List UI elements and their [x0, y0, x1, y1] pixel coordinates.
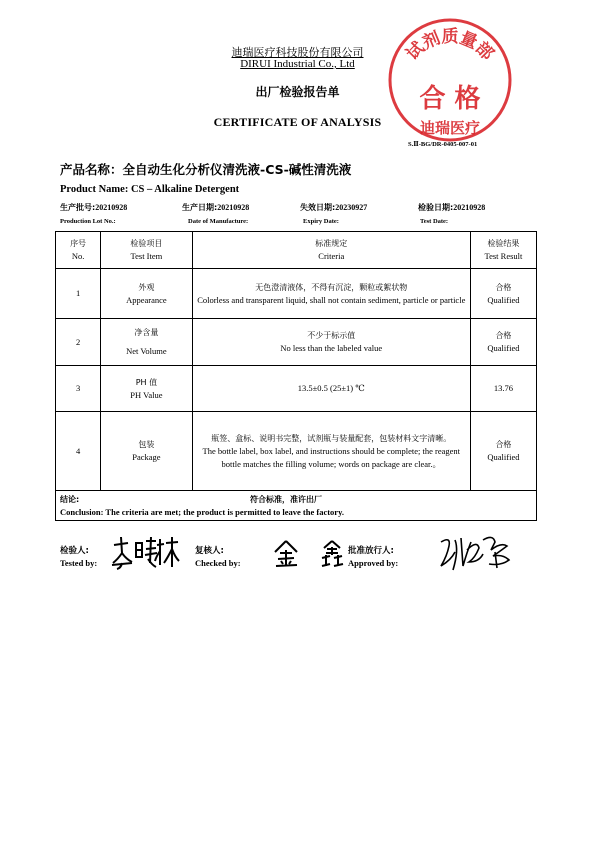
- table-header-row: [56, 232, 537, 269]
- company-name-cn: 迪瑞医疗科技股份有限公司: [231, 46, 364, 59]
- criteria: 13.5±0.5 (25±1) ℃: [192, 366, 470, 412]
- conclusion-row: [56, 491, 537, 521]
- company-name-en: DIRUI Industrial Co., Ltd: [240, 58, 355, 70]
- report-title-en: CERTIFICATE OF ANALYSIS: [213, 115, 382, 129]
- test-date: 检验日期:20210928: [418, 203, 486, 212]
- row-number: 3: [56, 366, 101, 412]
- checker-signature: [272, 538, 352, 570]
- conclusion-en: Conclusion: The criteria are met; the product is permitted to leave the factory.: [60, 506, 344, 517]
- table-row: [56, 366, 537, 412]
- manufacture-date: 生产日期:20210928: [182, 203, 250, 212]
- test-item: 包装 Package: [101, 412, 193, 491]
- test-result: 合格 Qualified: [470, 269, 536, 319]
- expiry-date: 失效日期:20230927: [300, 203, 368, 212]
- test-item: PH 值 PH Value: [101, 366, 193, 412]
- lot-number-label-en: Production Lot No.:: [60, 218, 116, 225]
- manufacture-date-label-en: Date of Manufacture:: [188, 218, 249, 225]
- product-name-en: Product Name: CS – Alkaline Detergent: [60, 184, 240, 195]
- header-test-result: 检验结果 Test Result: [470, 232, 536, 269]
- test-item: 净含量 Net Volume: [101, 319, 193, 366]
- qualified-stamp: [385, 15, 515, 145]
- approved-by: 批准放行人: Approved by:: [348, 546, 399, 568]
- test-result: 合格 Qualified: [470, 412, 536, 491]
- stamp-middle-text: 合 格: [419, 84, 481, 114]
- header-no: 序号 No.: [56, 232, 101, 269]
- table-row: [56, 269, 537, 319]
- test-item: 外观 Appearance: [101, 269, 193, 319]
- table-row: [56, 412, 537, 491]
- expiry-date-label-en: Expiry Date:: [303, 218, 339, 225]
- table-row: [56, 319, 537, 366]
- conclusion-cn: 符合标准，准许出厂: [250, 494, 322, 504]
- report-title-cn: 出厂检验报告单: [255, 85, 340, 99]
- header-test-item: 检验项目 Test Item: [101, 232, 193, 269]
- results-table: [55, 231, 537, 521]
- tested-by: 检验人: Tested by:: [60, 546, 98, 568]
- row-number: 2: [56, 319, 101, 366]
- stamp-top-text: 试剂质量部: [402, 26, 498, 65]
- conclusion: [56, 491, 537, 521]
- product-name-cn: 产品名称：全自动生化分析仪清洗液-CS-碱性清洗液: [60, 162, 352, 177]
- checked-by: 复核人: Checked by:: [195, 546, 241, 568]
- criteria: 不少于标示值 No less than the labeled value: [192, 319, 470, 366]
- test-date-label-en: Test Date:: [420, 218, 449, 225]
- approver-signature: [437, 532, 517, 574]
- test-result: 合格 Qualified: [470, 319, 536, 366]
- lot-number: 生产批号:20210928: [60, 203, 128, 212]
- stamp-bottom-text: 迪瑞医疗: [419, 119, 481, 137]
- header-criteria: 标准规定 Criteria: [192, 232, 470, 269]
- conclusion-label-cn: 结论:: [60, 494, 80, 504]
- criteria: 无色澄清液体，不得有沉淀，颗粒或絮状物 Colorless and transparent liquid, shall not contain sediment, particle or particle: [192, 269, 470, 319]
- document-code: S.Ⅱ-BG/DR-0405-007-01: [408, 141, 478, 148]
- row-number: 4: [56, 412, 101, 491]
- row-number: 1: [56, 269, 101, 319]
- criteria: 瓶签、盒标、说明书完整，试剂瓶与装量配套，包装材料文字清晰。 The bottle label, box label, and instructions should be complete; the reagent bottle matches the filling volume; words on package are clear.。: [192, 412, 470, 491]
- tester-signature: [108, 533, 180, 571]
- test-result: 13.76: [470, 366, 536, 412]
